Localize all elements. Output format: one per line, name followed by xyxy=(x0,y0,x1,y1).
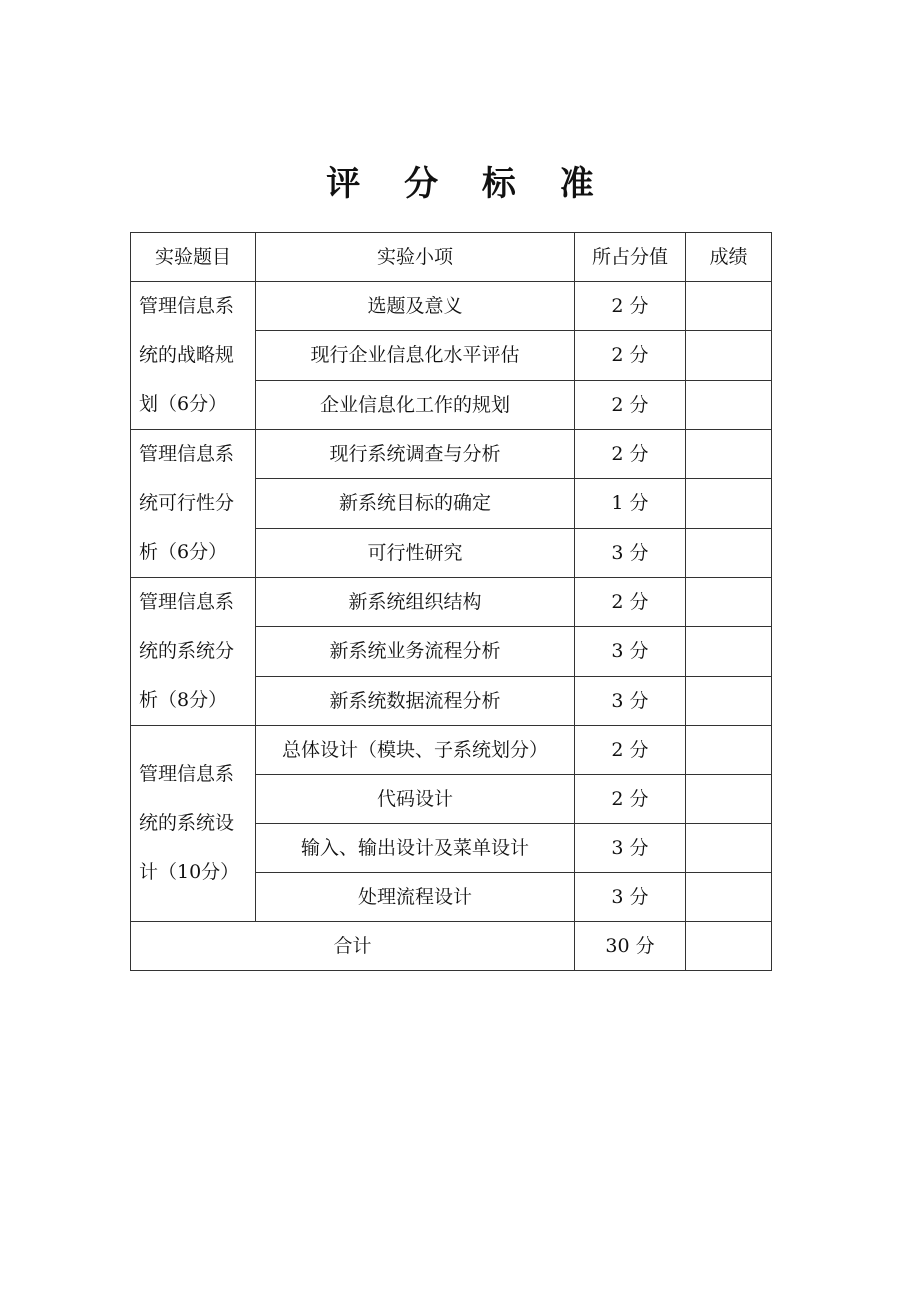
item-name: 总体设计（模块、子系统划分） xyxy=(256,726,575,775)
item-name: 输入、输出设计及菜单设计 xyxy=(256,824,575,873)
score-cell[interactable] xyxy=(686,282,772,331)
table-row xyxy=(131,726,772,775)
item-points: 3 分 xyxy=(575,676,686,725)
section-topic xyxy=(131,430,256,578)
topic-line: 管理信息系 xyxy=(139,443,235,465)
item-name: 可行性研究 xyxy=(256,528,575,577)
item-name: 选题及意义 xyxy=(256,282,575,331)
score-cell[interactable] xyxy=(686,627,772,676)
total-label: 合计 xyxy=(131,922,575,971)
item-name: 现行企业信息化水平评估 xyxy=(256,331,575,380)
topic-line: 划（6分） xyxy=(139,393,228,415)
header-score: 成绩 xyxy=(686,233,772,282)
total-row xyxy=(131,922,772,971)
item-name: 新系统数据流程分析 xyxy=(256,676,575,725)
table-row xyxy=(131,282,772,331)
item-points: 3 分 xyxy=(575,627,686,676)
score-cell[interactable] xyxy=(686,479,772,528)
item-points: 2 分 xyxy=(575,282,686,331)
topic-line: 管理信息系 xyxy=(139,295,235,317)
header-points: 所占分值 xyxy=(575,233,686,282)
item-name: 新系统业务流程分析 xyxy=(256,627,575,676)
topic-line: 管理信息系 xyxy=(139,591,235,613)
topic-line: 析（6分） xyxy=(139,541,228,563)
section-topic xyxy=(131,578,256,726)
item-points: 3 分 xyxy=(575,873,686,922)
item-points: 1 分 xyxy=(575,479,686,528)
total-score-cell[interactable] xyxy=(686,922,772,971)
header-item: 实验小项 xyxy=(256,233,575,282)
page-title: 评 分 标 准 xyxy=(326,164,610,204)
item-points: 2 分 xyxy=(575,430,686,479)
table-row xyxy=(131,430,772,479)
score-cell[interactable] xyxy=(686,331,772,380)
score-cell[interactable] xyxy=(686,726,772,775)
score-cell[interactable] xyxy=(686,824,772,873)
item-name: 代码设计 xyxy=(256,775,575,824)
item-points: 2 分 xyxy=(575,578,686,627)
table-row xyxy=(131,578,772,627)
item-points: 3 分 xyxy=(575,528,686,577)
item-name: 企业信息化工作的规划 xyxy=(256,380,575,429)
topic-line: 统可行性分 xyxy=(139,492,235,514)
score-cell[interactable] xyxy=(686,873,772,922)
topic-line: 统的战略规 xyxy=(139,344,235,366)
topic-line: 统的系统分 xyxy=(139,640,235,662)
header-topic: 实验题目 xyxy=(131,233,256,282)
item-name: 现行系统调查与分析 xyxy=(256,430,575,479)
item-points: 3 分 xyxy=(575,824,686,873)
item-points: 2 分 xyxy=(575,380,686,429)
score-cell[interactable] xyxy=(686,676,772,725)
topic-line: 析（8分） xyxy=(139,689,228,711)
topic-line: 管理信息系 xyxy=(139,763,235,785)
topic-line: 统的系统设 xyxy=(139,812,235,834)
score-cell[interactable] xyxy=(686,430,772,479)
header-row xyxy=(131,233,772,282)
topic-line: 计（10分） xyxy=(139,861,240,883)
grading-table xyxy=(130,232,772,971)
item-points: 2 分 xyxy=(575,775,686,824)
item-name: 新系统目标的确定 xyxy=(256,479,575,528)
section-topic xyxy=(131,282,256,430)
item-name: 处理流程设计 xyxy=(256,873,575,922)
score-cell[interactable] xyxy=(686,775,772,824)
item-points: 2 分 xyxy=(575,331,686,380)
section-topic xyxy=(131,726,256,922)
score-cell[interactable] xyxy=(686,380,772,429)
score-cell[interactable] xyxy=(686,528,772,577)
score-cell[interactable] xyxy=(686,578,772,627)
item-points: 2 分 xyxy=(575,726,686,775)
item-name: 新系统组织结构 xyxy=(256,578,575,627)
total-points: 30 分 xyxy=(575,922,686,971)
